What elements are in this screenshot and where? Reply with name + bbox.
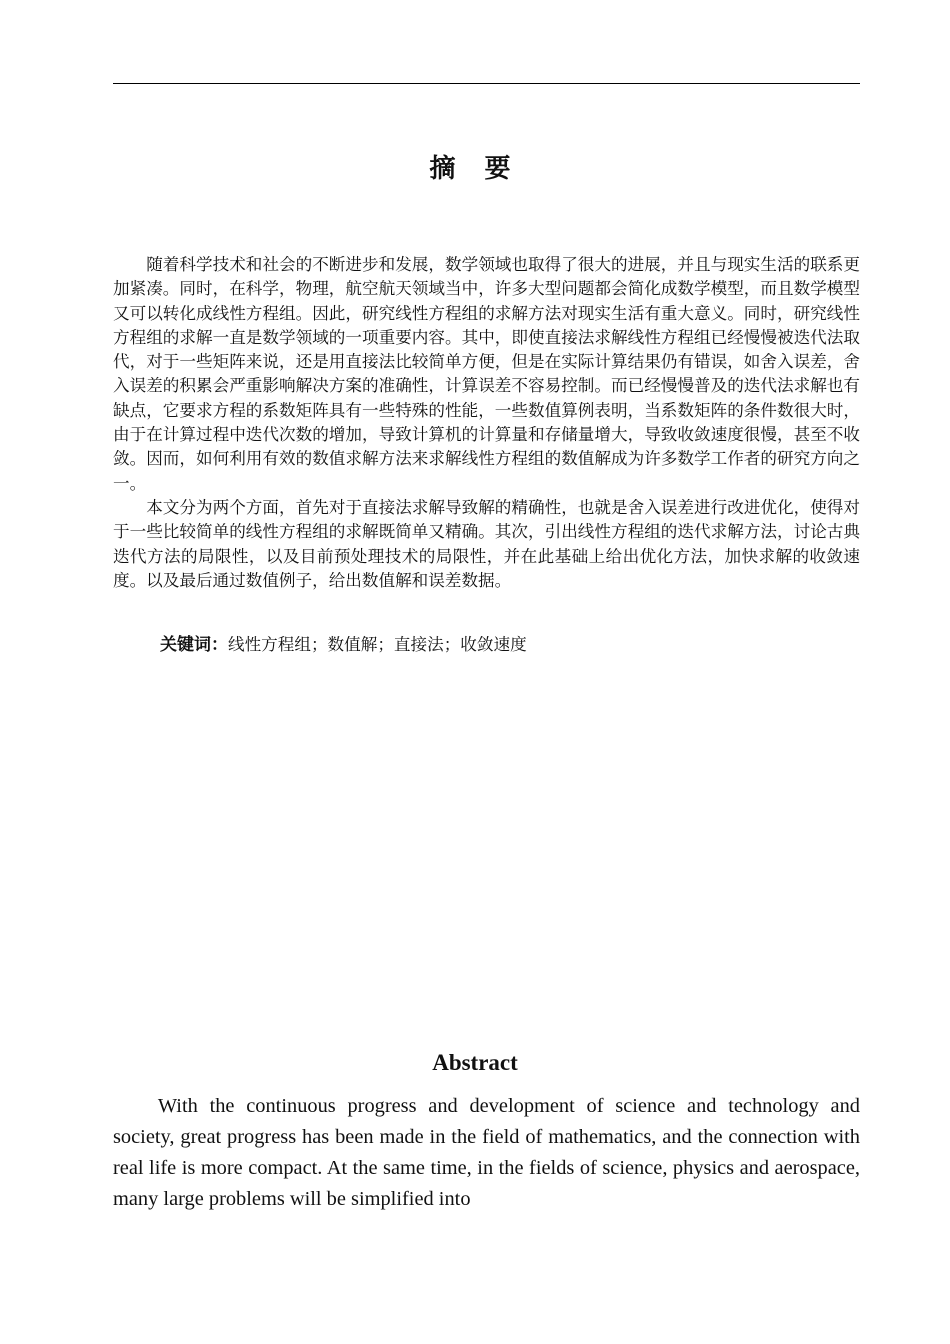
chinese-abstract-paragraph-1: 随着科学技术和社会的不断进步和发展，数学领域也取得了很大的进展，并且与现实生活的联系更加紧凑。同时，在科学，物理，航空航天领域当中，许多大型问题都会简化成数学模型，而且数学模型又可以转化成线性方程组。因此，研究线性方程组的求解方法对现实生活有重大意义。同时，研究线性方程组的求解一直是数学领域的一项重要内容。其中，即使直接法求解线性方程组已经慢慢被迭代法取代，对于一些矩阵来说，还是用直接法比较简单方便，但是在实际计算结果仍有错误，如舍入误差，舍入误差的积累会严重影响解决方案的准确性，计算误差不容易控制。而已经慢慢普及的迭代法求解也有缺点，它要求方程的系数矩阵具有一些特殊的性能，一些数值算例表明，当系数矩阵的条件数很大时，由于在计算过程中迭代次数的增加，导致计算机的计算量和存储量增大，导致收敛速度很慢，甚至不收敛。因而，如何利用有效的数值求解方法来求解线性方程组的数值解成为许多数学工作者的研究方向之一。: [113, 255, 860, 493]
chinese-keywords: [160, 633, 527, 657]
chinese-abstract-title: 摘 要: [429, 154, 521, 184]
english-abstract-title: Abstract: [432, 1050, 518, 1075]
chinese-abstract-paragraph-2: 本文分为两个方面，首先对于直接法求解导致解的精确性，也就是舍入误差进行改进优化，使得对于一些比较简单的线性方程组的求解既简单又精确。其次，引出线性方程组的迭代求解方法，讨论古典迭代方法的局限性，以及目前预处理技术的局限性，并在此基础上给出优化方法，加快求解的收敛速度。以及最后通过数值例子，给出数值解和误差数据。: [113, 497, 860, 590]
english-abstract-paragraph: With the continuous progress and development of science and technology and society, great progress has been made in the field of mathematics, and the connection with real life is more compact. At the same time, in the fields of science, physics and aerospace, many large problems will be simplified into: [113, 1095, 860, 1210]
header-rule: [113, 83, 860, 84]
keywords-label: 关键词：: [160, 635, 228, 655]
keywords-value: 线性方程组；数值解；直接法；收敛速度: [228, 635, 527, 654]
chinese-abstract-body: [113, 253, 860, 593]
